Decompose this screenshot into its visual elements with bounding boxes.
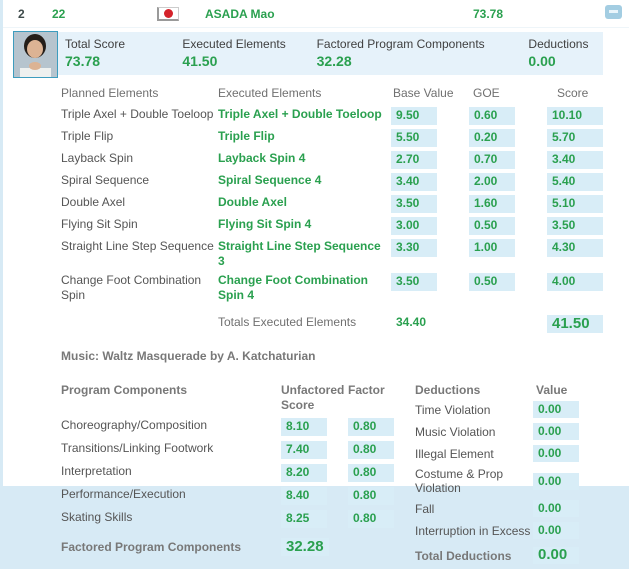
summary-factored-components bbox=[317, 37, 529, 75]
summary-value: 73.78 bbox=[65, 53, 101, 69]
summary-deductions bbox=[528, 37, 603, 75]
goe-value: 1.00 bbox=[469, 239, 515, 257]
skater-portrait bbox=[13, 31, 58, 78]
deduction-name: Interruption in Excess bbox=[415, 523, 531, 538]
summary-band bbox=[58, 32, 603, 75]
deductions-header-row bbox=[415, 383, 615, 397]
flag-sun bbox=[164, 9, 173, 18]
summary-value: 0.00 bbox=[528, 53, 556, 69]
goe-value: 1.60 bbox=[469, 195, 515, 213]
summary-value: 41.50 bbox=[182, 53, 218, 69]
header-base-value: Base Value bbox=[393, 86, 454, 100]
executed-element: Spiral Sequence 4 bbox=[218, 173, 322, 187]
unfactored-score: 8.10 bbox=[281, 418, 327, 436]
header-deductions: Deductions bbox=[415, 383, 481, 397]
goe-value: 0.20 bbox=[469, 129, 515, 147]
base-value: 3.50 bbox=[391, 195, 437, 213]
header-goe: GOE bbox=[473, 86, 500, 100]
table-row bbox=[61, 217, 629, 235]
component-name: Transitions/Linking Footwork bbox=[61, 441, 214, 455]
summary-value: 32.28 bbox=[316, 53, 352, 69]
summary-executed-elements bbox=[182, 37, 316, 75]
summary-label: Factored Program Components bbox=[316, 37, 485, 51]
program-components-table bbox=[3, 383, 415, 569]
elements-header-row bbox=[61, 86, 629, 101]
deduction-name: Music Violation bbox=[415, 424, 496, 439]
deduction-value: 0.00 bbox=[533, 423, 579, 440]
table-row bbox=[61, 510, 415, 528]
deduction-name: Time Violation bbox=[415, 402, 491, 417]
table-row bbox=[61, 129, 629, 147]
executed-element: Flying Sit Spin 4 bbox=[218, 217, 312, 231]
rank: 2 bbox=[18, 6, 25, 21]
table-row bbox=[415, 445, 615, 462]
table-row bbox=[415, 500, 615, 517]
factor-value: 0.80 bbox=[348, 418, 394, 436]
planned-element: Triple Flip bbox=[61, 129, 114, 143]
executed-element: Change Foot Combination Spin 4 bbox=[218, 273, 368, 302]
deduction-name: Fall bbox=[415, 501, 435, 516]
topbar-total-score: 73.78 bbox=[473, 6, 504, 21]
factor-value: 0.80 bbox=[348, 441, 394, 459]
summary-label: Deductions bbox=[528, 37, 589, 51]
base-value: 3.50 bbox=[391, 273, 437, 291]
base-value: 2.70 bbox=[391, 151, 437, 169]
summary-strip bbox=[3, 31, 629, 81]
components-totals-row bbox=[61, 538, 415, 556]
executed-element: Double Axel bbox=[218, 195, 287, 209]
music-label: Music: bbox=[61, 349, 100, 363]
table-row bbox=[61, 464, 415, 482]
table-row bbox=[61, 107, 629, 125]
factor-value: 0.80 bbox=[348, 510, 394, 528]
goe-value: 0.50 bbox=[469, 217, 515, 235]
planned-element: Double Axel bbox=[61, 195, 126, 209]
base-value: 3.30 bbox=[391, 239, 437, 257]
deduction-value: 0.00 bbox=[533, 445, 579, 462]
base-value: 3.40 bbox=[391, 173, 437, 191]
components-header-row bbox=[61, 383, 415, 413]
portrait-illustration bbox=[14, 32, 57, 77]
header-factor: Factor bbox=[348, 383, 385, 397]
base-value: 3.00 bbox=[391, 217, 437, 235]
score-value: 5.40 bbox=[547, 173, 603, 191]
score-value: 5.70 bbox=[547, 129, 603, 147]
table-row bbox=[415, 522, 615, 539]
score-value: 5.10 bbox=[547, 195, 603, 213]
goe-value: 2.00 bbox=[469, 173, 515, 191]
totals-score: 41.50 bbox=[547, 315, 603, 333]
unfactored-score: 8.20 bbox=[281, 464, 327, 482]
bottom-section bbox=[3, 383, 629, 569]
goe-value: 0.50 bbox=[469, 273, 515, 291]
component-name: Choreography/Composition bbox=[61, 418, 208, 432]
music-title: Waltz Masquerade by A. Katchaturian bbox=[102, 349, 316, 363]
total-deductions-label: Total Deductions bbox=[415, 548, 512, 563]
score-value: 3.40 bbox=[547, 151, 603, 169]
summary-total-score bbox=[65, 37, 182, 75]
deductions-table bbox=[415, 383, 615, 569]
unfactored-score: 8.40 bbox=[281, 487, 327, 505]
header-program-components: Program Components bbox=[61, 383, 188, 397]
music-line bbox=[3, 349, 629, 363]
deduction-value: 0.00 bbox=[533, 500, 579, 517]
component-name: Skating Skills bbox=[61, 510, 133, 524]
table-row bbox=[61, 418, 415, 436]
deduction-value: 0.00 bbox=[533, 473, 579, 490]
score-value: 4.30 bbox=[547, 239, 603, 257]
factor-value: 0.80 bbox=[348, 464, 394, 482]
table-row bbox=[61, 239, 629, 269]
header-score: Score bbox=[557, 86, 589, 100]
planned-element: Layback Spin bbox=[61, 151, 134, 165]
header-value: Value bbox=[536, 383, 568, 397]
totals-base-value: 34.40 bbox=[396, 315, 427, 329]
deduction-name: Costume & Prop Violation bbox=[415, 467, 504, 495]
goe-value: 0.60 bbox=[469, 107, 515, 125]
planned-element: Triple Axel + Double Toeloop bbox=[61, 107, 214, 121]
planned-element: Spiral Sequence bbox=[61, 173, 150, 187]
score-value: 3.50 bbox=[547, 217, 603, 235]
score-value: 4.00 bbox=[547, 273, 603, 291]
base-value: 9.50 bbox=[391, 107, 437, 125]
japan-flag-icon bbox=[157, 7, 179, 21]
factored-components-value: 32.28 bbox=[281, 538, 329, 556]
planned-element: Straight Line Step Sequence bbox=[61, 239, 214, 253]
table-row bbox=[61, 151, 629, 169]
executed-element: Triple Flip bbox=[218, 129, 275, 143]
summary-label: Executed Elements bbox=[182, 37, 286, 51]
totals-label: Totals Executed Elements bbox=[218, 315, 357, 329]
unfactored-score: 8.25 bbox=[281, 510, 327, 528]
elements-totals-row bbox=[61, 315, 629, 333]
deduction-name: Illegal Element bbox=[415, 446, 494, 461]
table-row bbox=[415, 401, 615, 418]
result-topbar bbox=[3, 0, 629, 28]
skater-name: ASADA Mao bbox=[205, 6, 275, 21]
header-unfactored-score: Unfactored Score bbox=[281, 383, 345, 412]
table-row bbox=[415, 467, 615, 495]
summary-label: Total Score bbox=[65, 37, 126, 51]
deduction-value: 0.00 bbox=[533, 522, 579, 539]
planned-element: Change Foot Combination Spin bbox=[61, 273, 202, 302]
planned-element: Flying Sit Spin bbox=[61, 217, 138, 231]
table-row bbox=[61, 441, 415, 459]
table-row bbox=[61, 487, 415, 505]
factor-value: 0.80 bbox=[348, 487, 394, 505]
deduction-value: 0.00 bbox=[533, 401, 579, 418]
table-row bbox=[415, 423, 615, 440]
component-name: Performance/Execution bbox=[61, 487, 186, 501]
deductions-totals-row bbox=[415, 547, 615, 564]
executed-element: Triple Axel + Double Toeloop bbox=[218, 107, 382, 121]
score-value: 10.10 bbox=[547, 107, 603, 125]
factored-components-label: Factored Program Components bbox=[61, 540, 242, 554]
unfactored-score: 7.40 bbox=[281, 441, 327, 459]
executed-element: Straight Line Step Sequence 3 bbox=[218, 239, 381, 268]
component-name: Interpretation bbox=[61, 464, 132, 478]
elements-table bbox=[3, 86, 629, 333]
goe-value: 0.70 bbox=[469, 151, 515, 169]
table-row bbox=[61, 273, 629, 303]
total-deductions-value: 0.00 bbox=[533, 547, 579, 564]
score-panel bbox=[3, 0, 629, 563]
table-row bbox=[61, 195, 629, 213]
start-number: 22 bbox=[52, 6, 66, 21]
collapse-icon[interactable] bbox=[605, 5, 622, 19]
header-planned: Planned Elements bbox=[61, 86, 159, 100]
executed-element: Layback Spin 4 bbox=[218, 151, 306, 165]
base-value: 5.50 bbox=[391, 129, 437, 147]
header-executed: Executed Elements bbox=[218, 86, 322, 100]
table-row bbox=[61, 173, 629, 191]
